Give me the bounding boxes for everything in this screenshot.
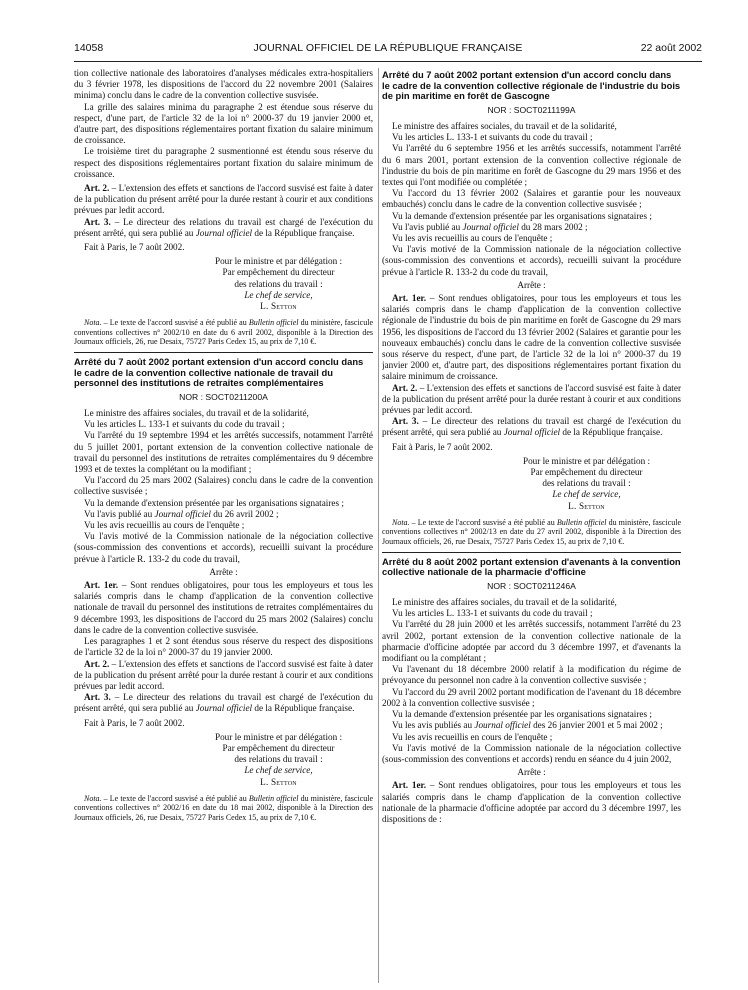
- issue-date: 22 août 2002: [640, 42, 702, 54]
- page-header: [74, 42, 702, 58]
- article-separator: [382, 552, 681, 553]
- visa-line: Vu les avis publiés au Journal officiel des 26 janvier 2001 et 5 mai 2002 ;: [392, 720, 663, 731]
- article-separator: [74, 352, 373, 353]
- visa-line: Vu la demande d'extension présentée par les organisations signataires ;: [84, 497, 344, 508]
- arrete-title: Arrêté du 8 août 2002 portant extension d'avenants à la convention collective nationale de la pharmacie d'officine: [382, 555, 681, 578]
- arrete-label: Arrête :: [517, 767, 546, 778]
- signature-block: Pour le ministre et par délégation : Par empêchement du directeur des relations du travail : Le chef de service, L. Setton: [214, 256, 343, 312]
- arrete-label: Arrête :: [517, 279, 546, 290]
- arrete-label: Arrête :: [209, 566, 238, 577]
- column-divider: [378, 68, 379, 983]
- paragraph: Les paragraphes 1 et 2 sont étendus sous réserve du respect des dispositions de l'article 32 de la loi n° 2000-37 du 19 janvier 2000.: [74, 636, 373, 658]
- article-3: Art. 3. – Le directeur des relations du travail est chargé de l'exécution du présent arrêté, qui sera publié au Journal officiel de la République française.: [74, 692, 373, 714]
- article-2: Art. 2. – L'extension des effets et sanctions de l'accord susvisé est faite à dater de la publication du présent arrêté pour la durée restant à courir et aux conditions prévues par ledit accord.: [382, 382, 681, 416]
- visa-line: Vu l'avis publié au Journal officiel du 28 mars 2002 ;: [392, 221, 588, 232]
- paragraph: Le troisième tiret du paragraphe 2 susmentionné est étendu sous réserve du respect des dispositions réglementaires portant fixation du salaire minimum de croissance.: [74, 146, 373, 179]
- visa-line: Vu l'arrêté du 19 septembre 1994 et les arrêtés successifs, notamment l'arrêté du 5 juillet 2001, portant extension de la convention collective nationale de travail du personnel des institutions de retraites complémentaires du 9 décembre 1993 et de textes la complétant ou la modifiant ;: [74, 430, 373, 475]
- visa-line: Vu l'avenant du 18 décembre 2000 relatif à la modification du régime de prévoyance du personnel non cadre à la convention collective susvisée ;: [382, 664, 681, 686]
- fait-a-paris: Fait à Paris, le 7 août 2002.: [84, 717, 185, 728]
- journal-title: JOURNAL OFFICIEL DE LA RÉPUBLIQUE FRANÇAISE: [253, 42, 523, 54]
- nota: Nota. – Le texte de l'accord susvisé a été publié au Bulletin officiel du ministère, fascicule conventions collectives n° 2002/13 en date du 27 avril 2002, disponible à la Direction des Journaux officiels, 26, rue Desaix, 75727 Paris Cedex 15, au prix de 7,10 €.: [382, 517, 681, 547]
- visa-line: Vu les articles L. 133-1 et suivants du code du travail ;: [392, 132, 593, 143]
- visa-line: Vu les articles L. 133-1 et suivants du code du travail ;: [392, 608, 593, 619]
- paragraph: La grille des salaires minima du paragraphe 2 est étendue sous réserve du respect, d'une part, de l'article 32 de la loi n° 2000-37 du 19 janvier 2000 et, d'autre part, des dispositions réglementaires portant fixation du salaire minimum de croissance.: [74, 101, 373, 146]
- nor-reference: NOR : SOCT0211246A: [487, 580, 576, 591]
- right-column: [382, 68, 681, 983]
- article-3: Art. 3. – Le directeur des relations du travail est chargé de l'exécution du présent arrêté, qui sera publié au Journal officiel de la République française.: [382, 416, 681, 438]
- visa-line: Vu la demande d'extension présentée par les organisations signataires ;: [392, 210, 652, 221]
- signature-block: Pour le ministre et par délégation : Par empêchement du directeur des relations du travail : Le chef de service, L. Setton: [522, 455, 651, 511]
- visa-line: Vu l'accord du 13 février 2002 (Salaires et garantie pour les nouveaux embauchés) conclu dans le cadre de la convention collective susvisée ;: [382, 188, 681, 210]
- cont-paragraphs: [74, 68, 373, 180]
- visa-line: Vu les avis recueillis au cours de l'enquête ;: [392, 233, 553, 244]
- visa-line: Le ministre des affaires sociales, du travail et de la solidarité,: [392, 120, 617, 131]
- arrete-title: Arrêté du 7 août 2002 portant extension d'un accord conclu dans le cadre de la convention collective nationale de travail du personnel des institutions de retraites complémentaires: [74, 356, 364, 389]
- visa-line: Vu les avis recueillis au cours de l'enquête ;: [84, 520, 245, 531]
- page-number: 14058: [74, 42, 104, 54]
- arrete-title: Arrêté du 7 août 2002 portant extension d'un accord conclu dans le cadre de la convention collective régionale de l'industrie du bois de pin maritime en forêt de Gascogne: [382, 69, 681, 102]
- visa-line: Vu l'avis motivé de la Commission nationale de la négociation collective (sous-commission des conventions et accords), recueilli suivant la procédure prévue à l'article R. 133-2 du code du travail,: [382, 244, 681, 277]
- article-1: Art. 1er. – Sont rendues obligatoires, pour tous les employeurs et tous les salariés compris dans le champ d'application de la convention collective régionale de l'industrie du bois de pin maritime en forêt de Gascogne du 29 mars 1956, les dispositions de l'accord du 13 février 2002 (Salaires et garantie pour les nouveaux embauchés) conclu dans le cadre de la convention collective susvisée sous réserve du respect, d'une part, de l'article 32 de la loi n° 2000-37 du 19 janvier 2000 et, d'autre part, des dispositions réglementaires portant fixation du salaire minimum de croissance.: [382, 293, 681, 382]
- article-1: Art. 1er. – Sont rendues obligatoires, pour tous les employeurs et tous les salariés compris dans le champ d'application de la convention collective nationale de travail du personnel des institutions de retraites complémentaires du 9 décembre 1993, les dispositions de l'accord du 25 mars 2002 (Salaires) conclu dans le cadre de la convention collective susvisée.: [74, 580, 373, 635]
- header-rule: [74, 61, 702, 62]
- nota: Nota. – Le texte de l'accord susvisé a été publié au Bulletin officiel du ministère, fascicule conventions collectives n° 2002/10 en date du 6 avril 2002, disponible à la Direction des Journaux officiels, 26, rue Desaix, 75727 Paris Cedex 15, au prix de 7,10 €.: [74, 318, 373, 347]
- visa-line: Le ministre des affaires sociales, du travail et de la solidarité,: [84, 408, 309, 419]
- article-3: Art. 3. – Le directeur des relations du travail est chargé de l'exécution du présent arrêté, qui sera publié au Journal officiel de la République française.: [74, 216, 373, 238]
- left-column: [74, 68, 373, 983]
- visa-line: Vu les avis recueillis en cours de l'enquête ;: [392, 731, 553, 742]
- visa-line: Vu l'accord du 25 mars 2002 (Salaires) conclu dans le cadre de la convention collective susvisée ;: [74, 475, 373, 497]
- article-2: Art. 2. – L'extension des effets et sanctions de l'accord susvisé est faite à dater de la publication du présent arrêté pour la durée restant à courir et aux conditions prévues par ledit accord.: [74, 658, 373, 691]
- nor-reference: NOR : SOCT0211199A: [487, 104, 576, 115]
- visa-line: Vu l'arrêté du 28 juin 2000 et les arrêtés successifs, notamment l'arrêté du 23 avril 2002, portant extension de la convention collective nationale de la pharmacie d'officine adoptée par accord du 3 décembre 1997, et d'avenants la modifiant ou la complétant ;: [382, 619, 681, 664]
- visa-line: Le ministre des affaires sociales, du travail et de la solidarité,: [392, 597, 617, 608]
- nor-reference: NOR : SOCT0211200A: [179, 391, 268, 402]
- visa-line: Vu l'avis publié au Journal officiel du 26 avril 2002 ;: [84, 508, 279, 519]
- article-1: Art. 1er. – Sont rendues obligatoires, pour tous les employeurs et tous les salariés compris dans le champ d'application de la convention collective nationale de la pharmacie d'officine adoptée par accord du 3 décembre 1997, les dispositions de :: [382, 780, 681, 824]
- visa-line: Vu les articles L. 133-1 et suivants du code du travail ;: [84, 419, 285, 430]
- fait-a-paris: Fait à Paris, le 7 août 2002.: [84, 242, 185, 253]
- fait-a-paris: Fait à Paris, le 7 août 2002.: [392, 441, 493, 452]
- visa-line: Vu l'arrêté du 6 septembre 1956 et les arrêtés successifs, notamment l'arrêté du 6 mars 2001, portant extension de la convention collective régionale de l'industrie du bois de pin maritime en forêt de Gascogne du 29 mars 1956 et des textes qui l'ont modifiée ou complétée ;: [382, 143, 681, 187]
- paragraph: tion collective nationale des laboratoires d'analyses médicales extra-hospitaliers du 3 février 1978, les dispositions de l'accord du 22 novembre 2001 (Salaires minima) conclu dans le cadre de la convention collective susvisée.: [74, 68, 373, 101]
- visa-line: Vu la demande d'extension présentée par les organisations signataires ;: [392, 709, 652, 720]
- visa-line: Vu l'avis motivé de la Commission nationale de la négociation collective (sous-commission des conventions et accords) rendu en séance du 4 juin 2002,: [382, 742, 681, 764]
- article-2: Art. 2. – L'extension des effets et sanctions de l'accord susvisé est faite à dater de la publication du présent arrêté pour la durée restant à courir et aux conditions prévues par ledit accord.: [74, 183, 373, 216]
- signature-block: Pour le ministre et par délégation : Par empêchement du directeur des relations du travail : Le chef de service, L. Setton: [214, 731, 343, 787]
- visa-line: Vu l'accord du 29 avril 2002 portant modification de l'avenant du 18 décembre 2002 à la convention collective susvisée ;: [382, 686, 681, 708]
- nota: Nota. – Le texte de l'accord susvisé a été publié au Bulletin officiel du ministère, fascicule conventions collectives n° 2002/16 en date du 18 mai 2002, disponible à la Direction des Journaux officiels, 26, rue Desaix, 75727 Paris Cedex 15, au prix de 7,10 €.: [74, 793, 373, 822]
- visa-line: Vu l'avis motivé de la Commission nationale de la négociation collective (sous-commission des conventions et accords), recueilli suivant la procédure prévue à l'article R. 133-2 du code du travail,: [74, 531, 373, 564]
